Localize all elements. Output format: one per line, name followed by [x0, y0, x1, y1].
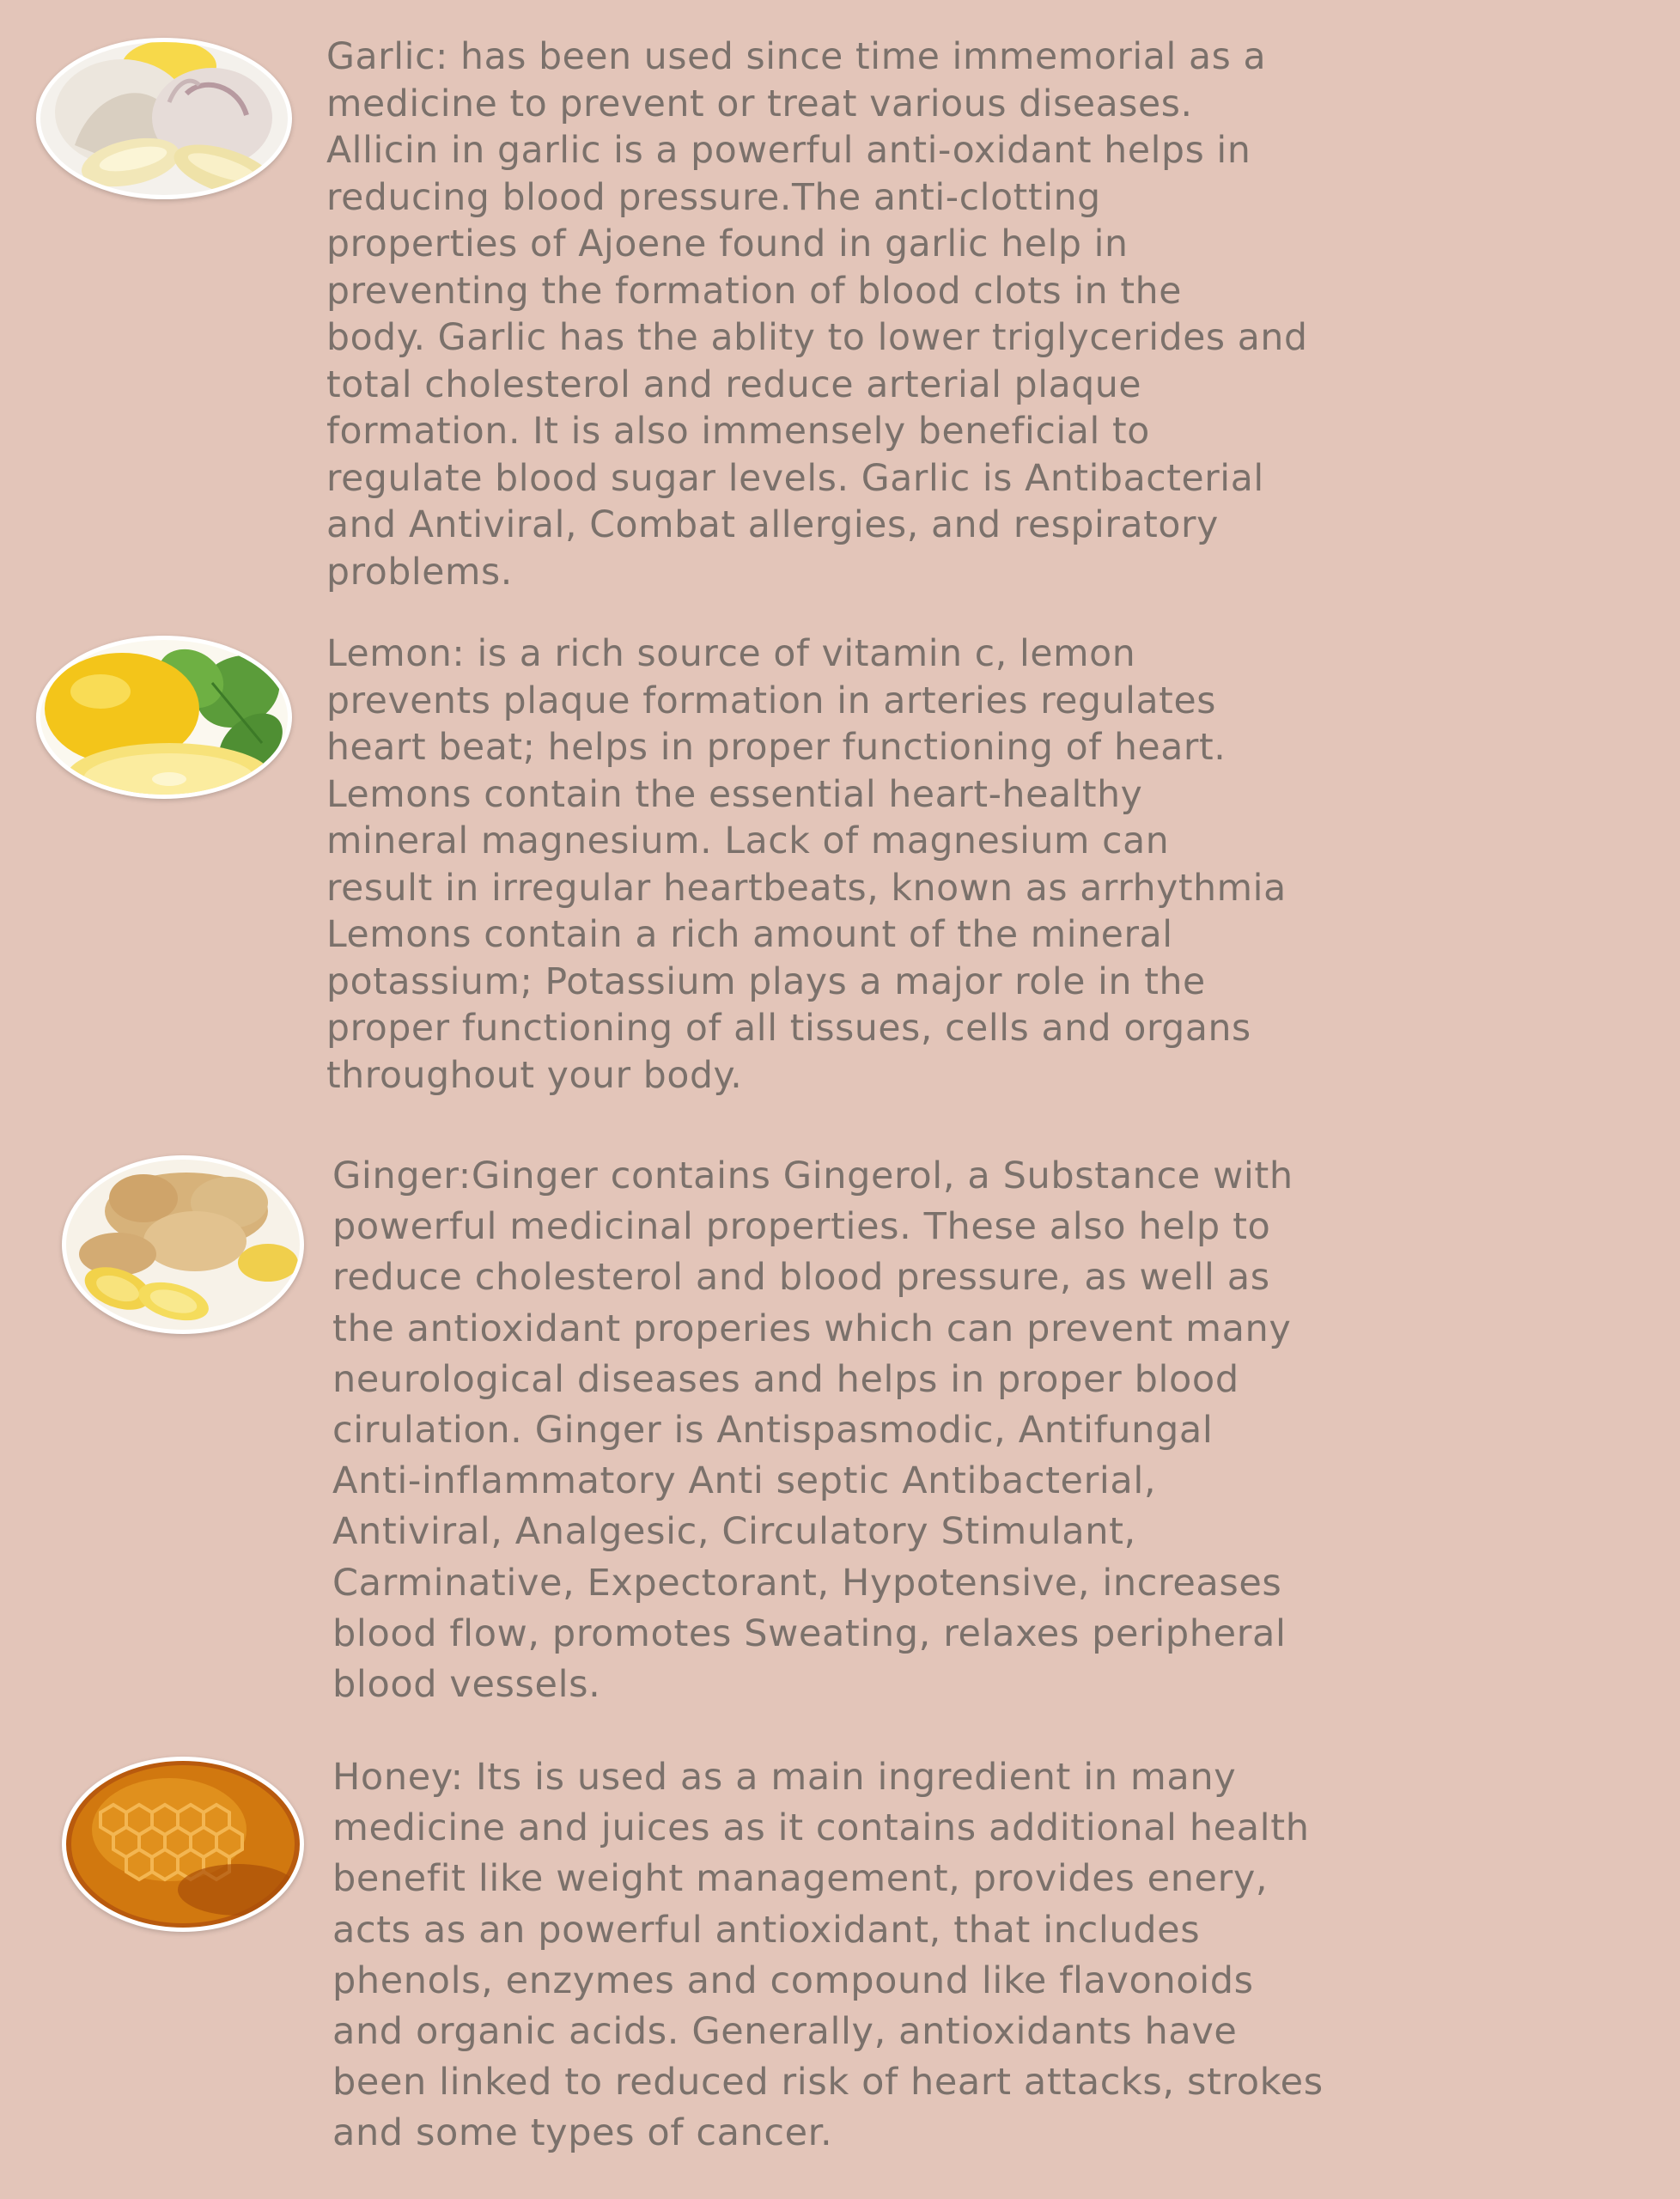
garlic-description: Garlic: has been used since time immemorial as a medicine to prevent or treat various diseases. Allicin in garlic is a powerful anti-oxidant helps in reducing blood pressure.The anti-clotting properties of Ajoene found in garlic help in preventing the formation of blood clots in the body. Garlic has the ablity to lower triglycerides and total cholesterol and reduce arterial plaque formation. It is also immensely beneficial to regulate blood sugar levels. Garlic is Antibacterial and Antiviral, Combat allergies, and respiratory problems.: [326, 36, 1308, 594]
honeycomb-image: [62, 1757, 304, 1932]
lemon-image: [36, 636, 292, 799]
garlic-image: [36, 38, 292, 199]
ginger-description: Ginger:Ginger contains Gingerol, a Substance with powerful medicinal properties. These also help to reduce cholesterol and blood pressure, as well as the antioxidant properies which can prevent many neurological diseases and helps in proper blood cirulation. Ginger is Antispasmodic, Antifungal Anti-inflammatory Anti septic Antibacterial, Antiviral, Analgesic, Circulatory Stimulant, Carminative, Expectorant, Hypotensive, increases blood flow, promotes Sweating, relaxes peripheral blood vessels.: [332, 1154, 1293, 1707]
lemon-description: Lemon: is a rich source of vitamin c, lemon prevents plaque formation in arteries regulates heart beat; helps in proper functioning of heart. Lemons contain the essential heart-healthy mineral magnesium. Lack of magnesium can result in irregular heartbeats, known as arrhythmia Lemons contain a rich amount of the mineral potassium; Potassium plays a major role in the proper functioning of all tissues, cells and organs throughout your body.: [326, 633, 1287, 1097]
ginger-image: [62, 1155, 304, 1334]
honey-description: Honey: Its is used as a main ingredient in many medicine and juices as it contains additional health benefit like weight management, provides enery, acts as an powerful antioxidant, that includes phenols, enzymes and compound like flavonoids and organic acids. Generally, antioxidants have been linked to reduced risk of heart attacks, strokes and some types of cancer.: [332, 1756, 1324, 2155]
